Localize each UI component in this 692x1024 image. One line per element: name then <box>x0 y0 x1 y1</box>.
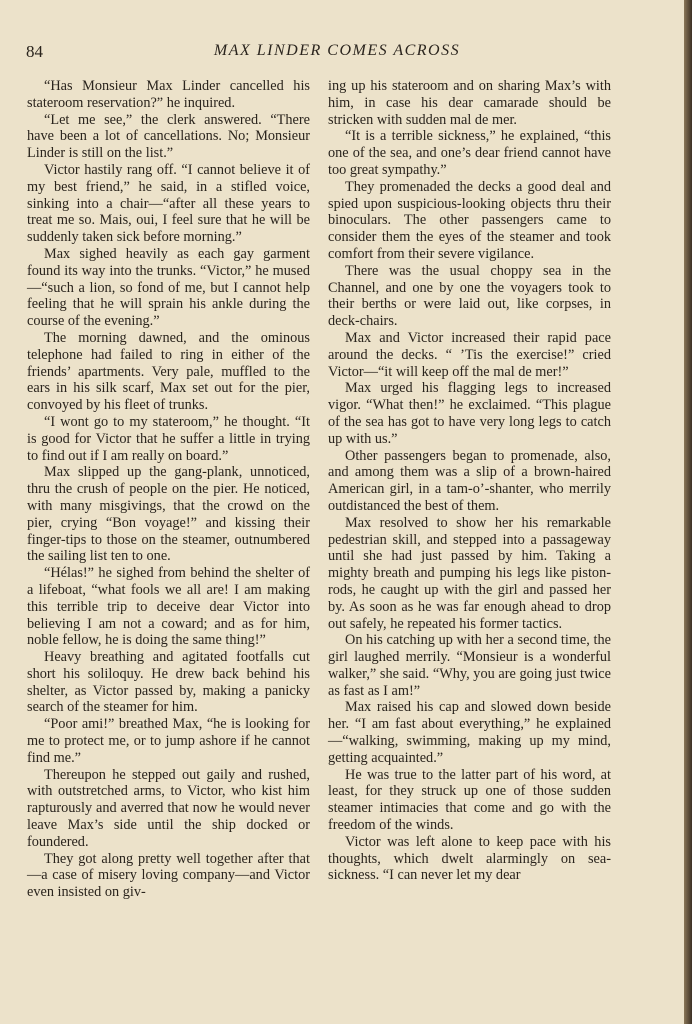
paragraph: Victor hastily rang off. “I cannot believe it of my best friend,” he said, in a stifled voice, sinking into a chair—“after all these years to treat me so. Mais, oui, I feel sure that he will be suddenly taken sick before morning.” <box>27 161 310 246</box>
paragraph: “Poor ami!” breathed Max, “he is looking for me to protect me, or to jump ashore if he cannot find me.” <box>27 716 310 766</box>
paragraph: Max urged his flagging legs to increased vigor. “What then!” he exclaimed. “This plague of the sea has got to have very long legs to catch up with us.” <box>328 380 611 447</box>
paragraph: They promenaded the decks a good deal and spied upon suspicious-looking objects thru their binoculars. The other passengers came to consider them the eyes of the steamer and took comfort from their severe vigilance. <box>328 178 611 262</box>
paragraph: Max slipped up the gang-plank, unnoticed, thru the crush of people on the pier. He noticed, with many misgivings, that the crowd on the pier, crying “Bon voyage!” and kissing their finger-tips to those on the steamer, outnumbered the sailing list ten to one. <box>27 464 310 565</box>
paragraph: Max resolved to show her his remarkable pedestrian skill, and stepped into a passageway until she had just passed by him. Taking a mighty breath and pumping his legs like piston-rods, he caught up with the girl and passed her by. As soon as he was far enough ahead to drop out safely, he repeated his former tactics. <box>328 514 611 632</box>
paragraph: Thereupon he stepped out gaily and rushed, with outstretched arms, to Victor, who kist him rapturously and averred that now he would never leave Max’s side until the ship docked or foundered. <box>27 766 310 850</box>
paragraph: “Hélas!” he sighed from behind the shelter of a lifeboat, “what fools we all are! I am making this terrible trip to deceive dear Victor into believing I am not a coward; and as for him, noble fellow, he is doing the same thing!” <box>27 565 310 649</box>
paragraph: The morning dawned, and the ominous telephone had failed to ring in either of the friends’ apartments. Very pale, muffled to the ears in his silk scarf, Max set out for the pier, convoyed by his fleet of trunks. <box>27 329 310 414</box>
paragraph: He was true to the latter part of his word, at least, for they struck up one of those sudden steamer intimacies that come and go with the freedom of the winds. <box>328 766 611 834</box>
page-number: 84 <box>26 42 43 61</box>
paragraph: “It is a terrible sickness,” he explained, “this one of the sea, and one’s dear friend cannot have too great sympathy.” <box>328 128 611 178</box>
paragraph: Max sighed heavily as each gay garment found its way into the trunks. “Victor,” he mused—“such a lion, so fond of me, but I cannot help feeling that he will sprain his ankle during the course of the evening.” <box>27 245 310 330</box>
paragraph: “Has Monsieur Max Linder cancelled his stateroom reservation?” he inquired. <box>27 78 310 111</box>
right-column <box>328 78 611 884</box>
running-title: MAX LINDER COMES ACROSS <box>213 42 461 59</box>
paragraph-continued: ing up his stateroom and on sharing Max’s with him, in case his dear camarade should be stricken with sudden mal de mer. <box>328 78 611 128</box>
paragraph: There was the usual choppy sea in the Channel, and one by one the voyagers took to their berths or were laid out, like corpses, in deck-chairs. <box>328 262 611 330</box>
paragraph: Max raised his cap and slowed down beside her. “I am fast about everything,” he explained—“walking, swimming, making up my mind, getting acquainted.” <box>328 699 611 766</box>
paragraph: “Let me see,” the clerk answered. “There have been a lot of cancellations. No; Monsieur Linder is still on the list.” <box>27 111 310 162</box>
paragraph: They got along pretty well together after that—a case of misery loving company—and Victor even insisted on giv- <box>27 850 310 901</box>
paragraph: On his catching up with her a second time, the girl laughed merrily. “Monsieur is a wonderful walker,” she said. “Why, you are going just twice as fast as I am!” <box>328 632 611 699</box>
paragraph: Other passengers began to promenade, also, and among them was a slip of a brown-haired American girl, in a tam-o’-shanter, who merrily outdistanced the best of them. <box>328 447 611 514</box>
paragraph: “I wont go to my stateroom,” he thought. “It is good for Victor that he suffer a little in trying to find out if I am really on board.” <box>27 413 310 464</box>
left-column <box>27 78 310 901</box>
paragraph: Max and Victor increased their rapid pace around the decks. “ ’Tis the exercise!” cried Victor—“it will keep off the mal de mer!” <box>328 329 611 380</box>
paragraph: Victor was left alone to keep pace with his thoughts, which dwelt alarmingly on sea-sickness. “I can never let my dear <box>328 833 611 884</box>
paragraph: Heavy breathing and agitated footfalls cut short his soliloquy. He drew back behind his shelter, as Victor passed by, making a panicky search of the steamer for him. <box>27 649 310 716</box>
page-header <box>26 42 648 66</box>
book-spine-edge <box>684 0 692 1024</box>
